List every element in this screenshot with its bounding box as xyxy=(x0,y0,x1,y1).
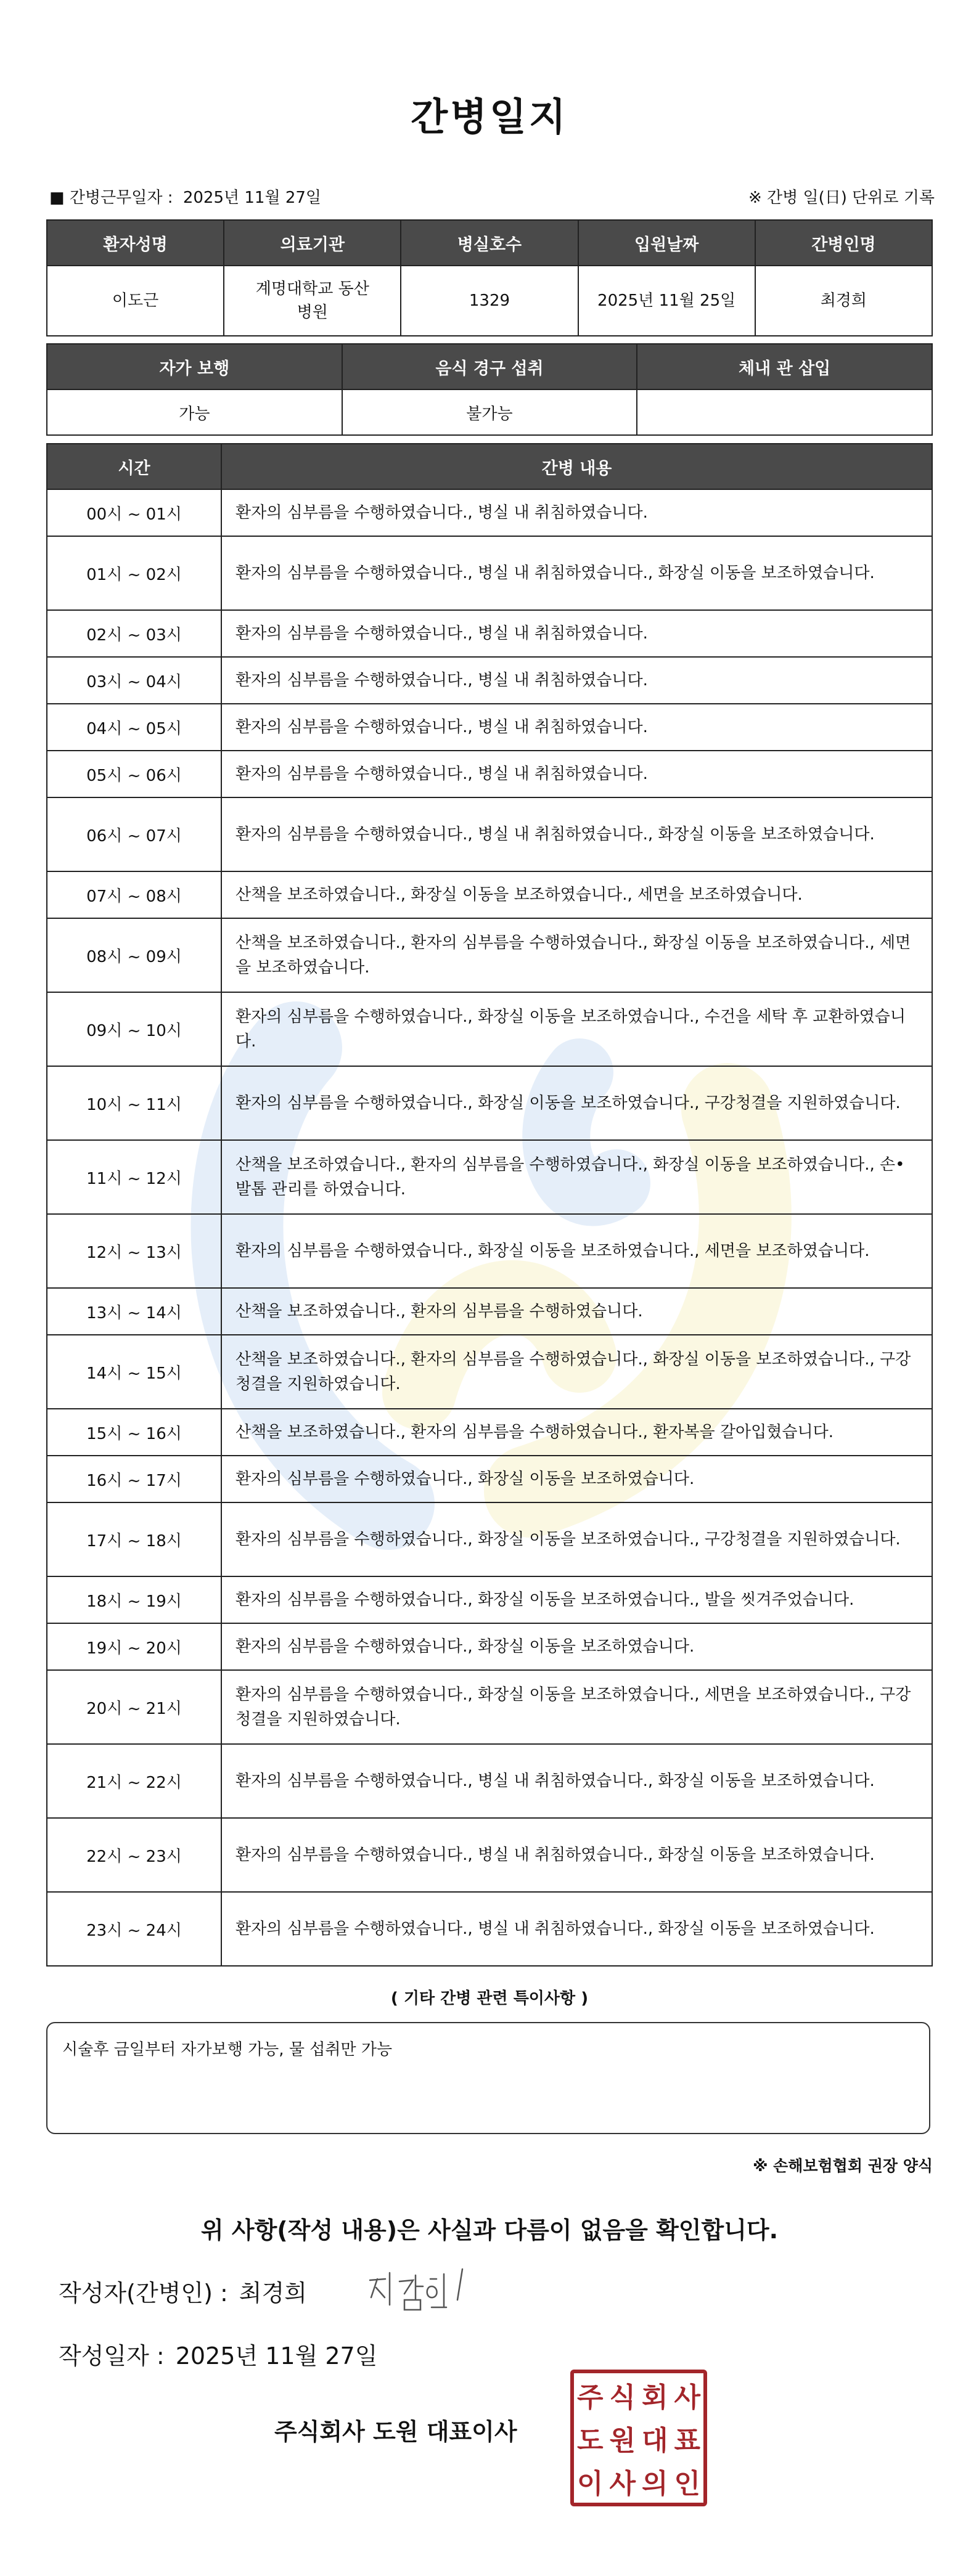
log-content: 환자의 심부름을 수행하였습니다., 화장실 이동을 보조하였습니다., 세면을 보조하였습니다., 구강청결을 지원하였습니다. xyxy=(221,1670,932,1744)
log-row xyxy=(47,1288,932,1335)
log-row xyxy=(47,1456,932,1502)
room-number: 1329 xyxy=(401,266,578,336)
log-content: 환자의 심부름을 수행하였습니다., 병실 내 취침하였습니다., 화장실 이동을 보조하였습니다. xyxy=(221,536,932,610)
log-row xyxy=(47,1066,932,1140)
log-content: 환자의 심부름을 수행하였습니다., 병실 내 취침하였습니다. xyxy=(221,610,932,657)
log-time: 10시 ~ 11시 xyxy=(47,1066,221,1140)
log-content: 환자의 심부름을 수행하였습니다., 병실 내 취침하였습니다., 화장실 이동을 보조하였습니다. xyxy=(221,1818,932,1892)
admission-date: 2025년 11월 25일 xyxy=(578,266,755,336)
seal-char: 사 xyxy=(674,2382,700,2413)
log-content: 산책을 보조하였습니다., 환자의 심부름을 수행하였습니다., 화장실 이동을 보조하였습니다., 세면을 보조하였습니다. xyxy=(221,918,932,992)
log-time: 15시 ~ 16시 xyxy=(47,1409,221,1456)
log-content: 환자의 심부름을 수행하였습니다., 화장실 이동을 보조하였습니다. xyxy=(221,1456,932,1502)
log-content: 환자의 심부름을 수행하였습니다., 병실 내 취침하였습니다. xyxy=(221,657,932,704)
seal-char: 의 xyxy=(641,2468,668,2500)
log-row xyxy=(47,797,932,871)
company-name: 주식회사 도원 대표이사 xyxy=(274,2418,517,2445)
log-time: 02시 ~ 03시 xyxy=(47,610,221,657)
log-row xyxy=(47,610,932,657)
header-caregiver: 간병인명 xyxy=(755,220,932,266)
log-content: 환자의 심부름을 수행하였습니다., 병실 내 취침하였습니다., 화장실 이동을 보조하였습니다. xyxy=(221,1744,932,1818)
log-time: 11시 ~ 12시 xyxy=(47,1140,221,1214)
log-row xyxy=(47,1892,932,1966)
log-row xyxy=(47,1818,932,1892)
log-time: 09시 ~ 10시 xyxy=(47,992,221,1066)
log-content: 산책을 보조하였습니다., 환자의 심부름을 수행하였습니다., 화장실 이동을 보조하였습니다., 구강청결을 지원하였습니다. xyxy=(221,1335,932,1409)
header-room: 병실호수 xyxy=(401,220,578,266)
work-date-label: ■ 간병근무일자 : xyxy=(49,189,173,207)
log-row xyxy=(47,1744,932,1818)
seal-char: 주 xyxy=(576,2382,604,2413)
log-time: 01시 ~ 02시 xyxy=(47,536,221,610)
seal-char: 대 xyxy=(641,2425,668,2456)
log-content: 환자의 심부름을 수행하였습니다., 화장실 이동을 보조하였습니다., 구강청결을 지원하였습니다. xyxy=(221,1502,932,1576)
seal-char: 회 xyxy=(641,2382,668,2413)
log-time: 17시 ~ 18시 xyxy=(47,1502,221,1576)
header-time: 시간 xyxy=(47,444,221,489)
status-header-row xyxy=(47,344,932,389)
work-date xyxy=(49,185,321,208)
log-time: 20시 ~ 21시 xyxy=(47,1670,221,1744)
header-admission-date: 입원날짜 xyxy=(578,220,755,266)
log-row xyxy=(47,871,932,918)
log-content: 환자의 심부름을 수행하였습니다., 병실 내 취침하였습니다., 화장실 이동을 보조하였습니다. xyxy=(221,1892,932,1966)
notes-title: ( 기타 간병 관련 특이사항 ) xyxy=(390,1989,589,2008)
log-row xyxy=(47,918,932,992)
log-row xyxy=(47,1409,932,1456)
log-content: 환자의 심부름을 수행하였습니다., 병실 내 취침하였습니다., 화장실 이동을 보조하였습니다. xyxy=(221,797,932,871)
writer-label: 작성자(간병인) : xyxy=(59,2280,228,2307)
log-row xyxy=(47,751,932,797)
log-content: 환자의 심부름을 수행하였습니다., 병실 내 취침하였습니다. xyxy=(221,751,932,797)
log-time: 16시 ~ 17시 xyxy=(47,1456,221,1502)
header-walking: 자가 보행 xyxy=(47,344,342,389)
seal-char: 식 xyxy=(609,2382,636,2413)
log-row xyxy=(47,1576,932,1623)
log-time: 05시 ~ 06시 xyxy=(47,751,221,797)
log-content: 환자의 심부름을 수행하였습니다., 화장실 이동을 보조하였습니다., 구강청결을 지원하였습니다. xyxy=(221,1066,932,1140)
log-time: 18시 ~ 19시 xyxy=(47,1576,221,1623)
unit-note: ※ 간병 일(日) 단위로 기록 xyxy=(748,189,935,207)
log-time: 12시 ~ 13시 xyxy=(47,1214,221,1288)
log-row xyxy=(47,536,932,610)
log-time: 22시 ~ 23시 xyxy=(47,1818,221,1892)
written-date-value: 2025년 11월 27일 xyxy=(175,2342,378,2370)
seal-char: 도 xyxy=(576,2425,604,2456)
log-content: 환자의 심부름을 수행하였습니다., 화장실 이동을 보조하였습니다., 세면을 보조하였습니다. xyxy=(221,1214,932,1288)
log-body xyxy=(47,489,932,1966)
log-row xyxy=(47,1214,932,1288)
log-content: 산책을 보조하였습니다., 화장실 이동을 보조하였습니다., 세면을 보조하였습니다. xyxy=(221,871,932,918)
header-tube: 체내 관 삽입 xyxy=(637,344,932,389)
header-oral-intake: 음식 경구 섭취 xyxy=(342,344,637,389)
written-date-line xyxy=(59,2337,377,2371)
log-row xyxy=(47,992,932,1066)
hospital-name xyxy=(224,266,401,336)
writer-name: 최경희 xyxy=(239,2280,307,2307)
log-time: 08시 ~ 09시 xyxy=(47,918,221,992)
seal-char: 인 xyxy=(674,2468,700,2500)
header-patient-name: 환자성명 xyxy=(47,220,224,266)
log-content: 환자의 심부름을 수행하였습니다., 병실 내 취침하였습니다. xyxy=(221,489,932,536)
log-content: 산책을 보조하였습니다., 환자의 심부름을 수행하였습니다., 화장실 이동을 보조하였습니다., 손•발톱 관리를 하였습니다. xyxy=(221,1140,932,1214)
header-hospital: 의료기관 xyxy=(224,220,401,266)
seal-char: 이 xyxy=(576,2468,604,2500)
log-content: 산책을 보조하였습니다., 환자의 심부름을 수행하였습니다., 환자복을 갈아입혔습니다. xyxy=(221,1409,932,1456)
care-log-table xyxy=(46,443,933,1967)
header-content: 간병 내용 xyxy=(221,444,932,489)
log-row xyxy=(47,1502,932,1576)
log-content: 환자의 심부름을 수행하였습니다., 화장실 이동을 보조하였습니다. xyxy=(221,1623,932,1670)
caregiver-name: 최경희 xyxy=(755,266,932,336)
tube-status xyxy=(637,389,932,435)
log-row xyxy=(47,657,932,704)
log-time: 23시 ~ 24시 xyxy=(47,1892,221,1966)
confirmation-statement: 위 사항(작성 내용)은 사실과 다름이 없음을 확인합니다. xyxy=(200,2217,779,2244)
log-time: 04시 ~ 05시 xyxy=(47,704,221,751)
log-time: 14시 ~ 15시 xyxy=(47,1335,221,1409)
log-row xyxy=(47,704,932,751)
log-row xyxy=(47,1335,932,1409)
patient-info-table xyxy=(46,219,933,336)
recommend-note: ※ 손해보험협회 권장 양식 xyxy=(753,2157,933,2175)
oral-intake-status: 불가능 xyxy=(342,389,637,435)
seal-char: 사 xyxy=(609,2468,636,2500)
log-row xyxy=(47,1670,932,1744)
seal-char: 원 xyxy=(609,2425,636,2456)
seal-char: 표 xyxy=(674,2425,700,2456)
log-time: 13시 ~ 14시 xyxy=(47,1288,221,1335)
written-date-label: 작성일자 : xyxy=(59,2342,165,2370)
writer-line xyxy=(59,2274,307,2308)
patient-status-table xyxy=(46,343,933,436)
log-time: 07시 ~ 08시 xyxy=(47,871,221,918)
log-row xyxy=(47,489,932,536)
walking-status: 가능 xyxy=(47,389,342,435)
log-time: 21시 ~ 22시 xyxy=(47,1744,221,1818)
notes-text: 시술후 금일부터 자가보행 가능, 물 섭취만 가능 xyxy=(62,2040,393,2059)
log-header-row xyxy=(47,444,932,489)
log-time: 03시 ~ 04시 xyxy=(47,657,221,704)
page-title: 간병일지 xyxy=(411,94,568,139)
log-content: 환자의 심부름을 수행하였습니다., 화장실 이동을 보조하였습니다., 발을 씻겨주었습니다. xyxy=(221,1576,932,1623)
log-time: 06시 ~ 07시 xyxy=(47,797,221,871)
log-content: 산책을 보조하였습니다., 환자의 심부름을 수행하였습니다. xyxy=(221,1288,932,1335)
log-content: 환자의 심부름을 수행하였습니다., 병실 내 취침하였습니다. xyxy=(221,704,932,751)
log-row xyxy=(47,1140,932,1214)
patient-name: 이도근 xyxy=(47,266,224,336)
work-date-value: 2025년 11월 27일 xyxy=(182,189,322,207)
log-content: 환자의 심부름을 수행하였습니다., 화장실 이동을 보조하였습니다., 수건을 세탁 후 교환하였습니다. xyxy=(221,992,932,1066)
handwritten-signature-icon xyxy=(364,2262,481,2317)
patient-header-row xyxy=(47,220,932,266)
hospital-name-text: 계명대학교 동산병원 xyxy=(255,280,369,322)
patient-value-row xyxy=(47,266,932,336)
company-seal-icon xyxy=(570,2370,707,2506)
notes-box xyxy=(46,2022,930,2134)
log-time: 00시 ~ 01시 xyxy=(47,489,221,536)
log-row xyxy=(47,1623,932,1670)
log-time: 19시 ~ 20시 xyxy=(47,1623,221,1670)
status-value-row xyxy=(47,389,932,435)
